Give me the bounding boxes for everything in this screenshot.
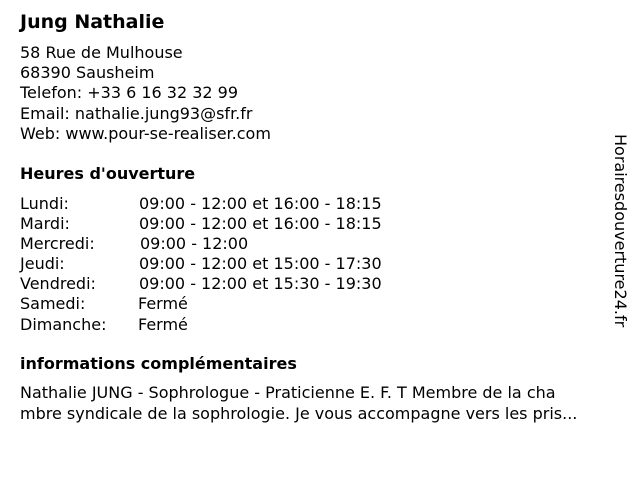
email-address: Email: nathalie.jung93@sfr.fr [20, 103, 253, 123]
additional-info-heading: informations complémentaires [20, 354, 297, 373]
day-label: Mercredi: [20, 234, 95, 254]
website: Web: www.pour-se-realiser.com [20, 123, 271, 143]
description-line: mbre syndicale de la sophrologie. Je vous accompagne vers les pris... [20, 403, 578, 423]
opening-hours-heading: Heures d'ouverture [20, 164, 196, 183]
street-address: 58 Rue de Mulhouse [20, 43, 183, 62]
opening-times: Fermé [138, 314, 188, 334]
opening-times: 09:00 - 12:00 et 15:30 - 19:30 [139, 274, 382, 294]
source-watermark: Horairesdouverture24.fr [611, 134, 630, 328]
day-label: Mardi: [20, 214, 70, 234]
day-label: Samedi: [20, 294, 86, 314]
day-label: Vendredi: [20, 274, 96, 294]
day-label: Dimanche: [20, 314, 107, 334]
description [20, 383, 632, 424]
opening-times: 09:00 - 12:00 et 16:00 - 18:15 [139, 214, 382, 234]
description-line: Nathalie JUNG - Sophrologue - Praticienne E. F. T Membre de la cha [20, 383, 556, 402]
business-name: Jung Nathalie [20, 11, 165, 33]
city-postcode: 68390 Sausheim [20, 63, 155, 83]
phone-number: Telefon: +33 6 16 32 32 99 [20, 83, 239, 103]
opening-times: 09:00 - 12:00 et 16:00 - 18:15 [139, 194, 382, 213]
opening-times: 09:00 - 12:00 [140, 234, 249, 254]
day-label: Jeudi: [20, 254, 65, 274]
contact-block [20, 43, 271, 144]
opening-times: Fermé [138, 294, 188, 314]
opening-times: 09:00 - 12:00 et 15:00 - 17:30 [139, 254, 382, 274]
day-label: Lundi: [20, 194, 69, 213]
